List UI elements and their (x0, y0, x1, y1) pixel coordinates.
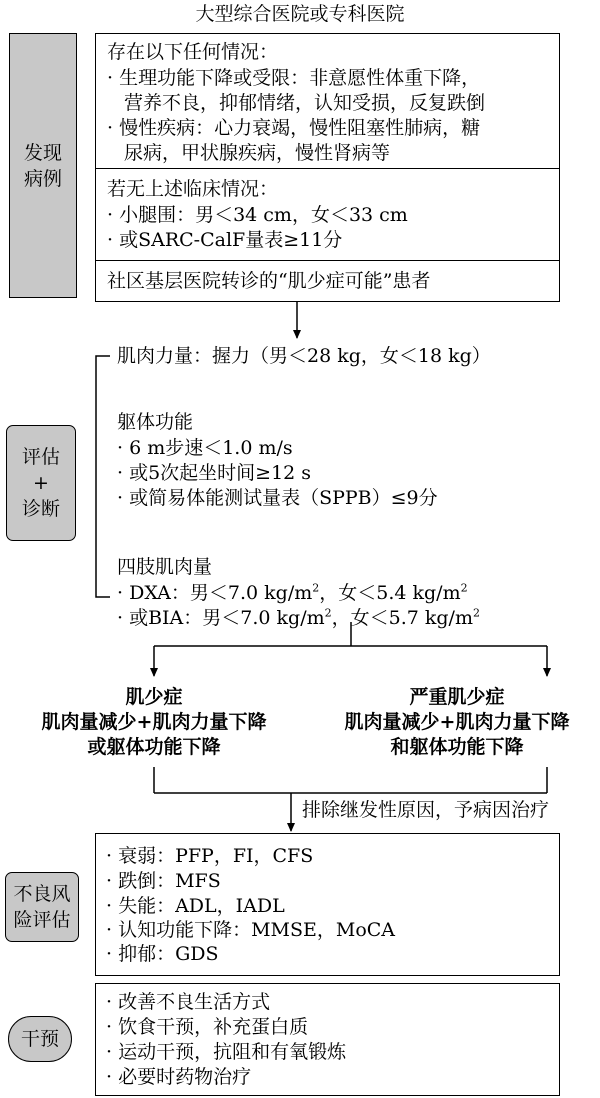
muscle-mass-heading: 四肢肌肉量 (117, 556, 213, 578)
intervention-item: · 必要时药物治疗 (106, 1066, 252, 1088)
sarcopenia-criteria: 或躯体功能下降 (87, 736, 221, 758)
diagram-title: 大型综合医院或专科医院 (195, 3, 405, 25)
muscle-mass-bia: · 或BIA：男＜7.0 $kg/m^2$，女＜5.7 $kg/m^2$ (117, 606, 480, 629)
sarcopenia-criteria: 肌肉量减少+肌肉力量下降 (41, 711, 267, 733)
muscle-strength-criterion: 肌肉力量：握力（男＜28 kg，女＜18 kg） (117, 345, 491, 367)
intervention-item: · 运动干预，抗阻和有氧锻炼 (106, 1041, 347, 1063)
intervention-box (95, 983, 560, 1096)
exclusion-note: 排除继发性原因，予病因治疗 (302, 799, 550, 821)
screening-item: · 小腿围：男＜34 cm，女＜33 cm (107, 204, 408, 226)
risk-item: · 抑郁：GDS (106, 943, 219, 965)
physical-function-heading: 躯体功能 (117, 411, 194, 433)
risk-item: · 衰弱：PFP，FI，CFS (106, 845, 314, 867)
risk-item: · 认知功能下降：MMSE，MoCA (106, 919, 396, 941)
physical-function-item: · 或简易体能测试量表（SPPB）≤9分 (117, 487, 438, 509)
discovery-box-conditions (95, 33, 560, 170)
conditions-item: 营养不良，抑郁情绪，认知受损，反复跌倒 (124, 92, 486, 114)
assessment-bracket (96, 356, 110, 597)
severe-sarcopenia-title: 严重肌少症 (409, 686, 505, 708)
conditions-heading: 存在以下任何情况： (107, 41, 279, 63)
screening-heading: 若无上述临床情况： (107, 178, 279, 200)
stage-label-risk: 不良风 险评估 (5, 872, 79, 942)
stage-label-intervention: 干预 (8, 1016, 72, 1062)
severe-sarcopenia-criteria: 肌肉量减少+肌肉力量下降 (344, 711, 570, 733)
stage-label-discovery: 发现 病例 (9, 33, 77, 298)
intervention-item: · 改善不良生活方式 (106, 991, 271, 1013)
conditions-item: · 生理功能下降或受限：非意愿性体重下降， (107, 67, 481, 89)
intervention-item: · 饮食干预，补充蛋白质 (106, 1016, 309, 1038)
sarcopenia-title: 肌少症 (125, 686, 183, 708)
discovery-box-screening (95, 168, 560, 262)
muscle-mass-dxa: · DXA：男＜7.0 $kg/m^2$，女＜5.4 $kg/m^2$ (117, 581, 468, 604)
risk-item: · 失能：ADL，IADL (106, 895, 285, 917)
physical-function-item: · 6 m步速＜1.0 m/s (117, 437, 293, 459)
conditions-item: · 慢性疾病：心力衰竭，慢性阻塞性肺病，糖 (107, 117, 481, 139)
screening-item: · 或SARC-CalF量表≥11分 (107, 229, 343, 251)
referral-text: 社区基层医院转诊的“肌少症可能”患者 (107, 270, 431, 292)
discovery-box-referral (95, 260, 560, 302)
severe-sarcopenia-criteria: 和躯体功能下降 (390, 736, 524, 758)
risk-assessment-box (95, 833, 560, 976)
physical-function-item: · 或5次起坐时间≥12 s (117, 462, 312, 484)
conditions-item: 尿病，甲状腺疾病，慢性肾病等 (124, 142, 391, 164)
stage-label-assessment: 评估 + 诊断 (6, 425, 76, 541)
risk-item: · 跌倒：MFS (106, 870, 221, 892)
